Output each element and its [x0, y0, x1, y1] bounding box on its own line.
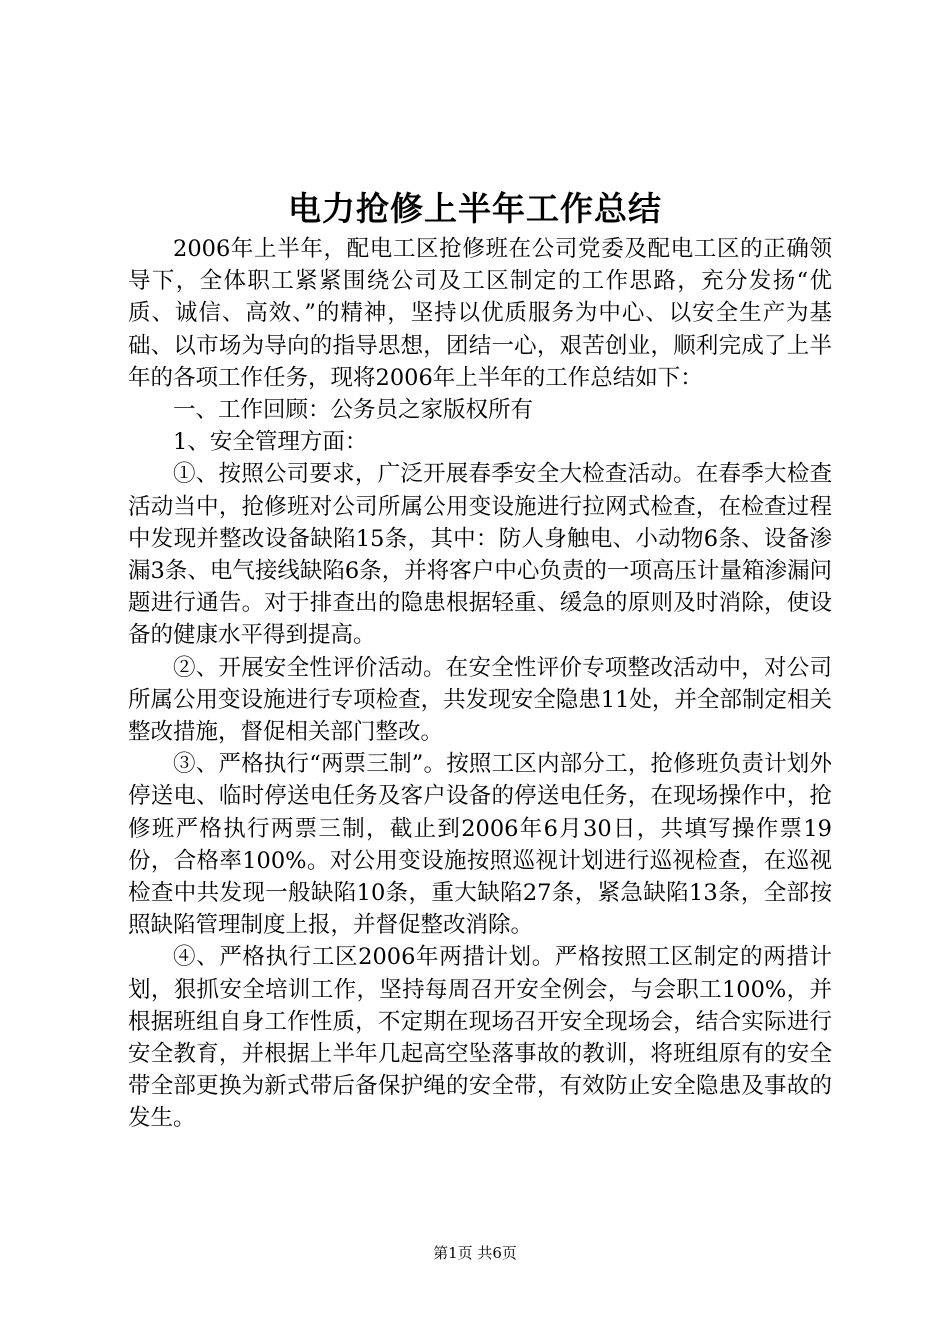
paragraph-intro: 2006年上半年，配电工区抢修班在公司党委及配电工区的正确领导下，全体职工紧紧围绕公司及工区制定的工作思路，充分发扬“优质、诚信、高效、”的精神，坚持以优质服务为中心、以安全生产为基础、以市场为导向的指导思想，团结一心，艰苦创业，顺利完成了上半年的各项工作任务，现将2006年上半年的工作总结如下：: [128, 236, 832, 391]
paragraph-item-1: ①、按照公司要求，广泛开展春季安全大检查活动。在春季大检查活动当中，抢修班对公司所属公用变设施进行拉网式检查，在检查过程中发现并整改设备缺陷15条，其中：防人身触电、小动物6条、设备渗漏3条、电气接线缺陷6条，并将客户中心负责的一项高压计量箱渗漏问题进行通告。对于排查出的隐患根据轻重、缓急的原则及时消除，使设备的健康水平得到提高。: [128, 461, 832, 649]
document-body: [128, 233, 832, 1135]
paragraph-subsection-heading: 1、安全管理方面：: [173, 429, 368, 456]
document-title: 电力抢修上半年工作总结: [288, 189, 662, 228]
paragraph-item-3: ③、严格执行“两票三制”。按照工区内部分工，抢修班负责计划外停送电、临时停送电任务及客户设备的停送电任务，在现场操作中，抢修班严格执行两票三制，截止到2006年6月30日，共填写操作票19份，合格率100%。对公用变设施按照巡视计划进行巡视检查，在巡视检查中共发现一般缺陷10条，重大缺陷27条，紧急缺陷13条，全部按照缺陷管理制度上报，并督促整改消除。: [128, 751, 832, 939]
paragraph-item-4: ④、严格执行工区2006年两措计划。严格按照工区制定的两措计划，狠抓安全培训工作，坚持每周召开安全例会，与会职工100%，并根据班组自身工作性质，不定期在现场召开安全现场会，结合实际进行安全教育，并根据上半年几起高空坠落事故的教训，将班组原有的安全带全部更换为新式带后备保护绳的安全带，有效防止安全隐患及事故的发生。: [128, 944, 832, 1132]
page-number-footer: 第1页 共6页: [433, 1244, 517, 1262]
paragraph-item-2: ②、开展安全性评价活动。在安全性评价专项整改活动中，对公司所属公用变设施进行专项检查，共发现安全隐患11处，并全部制定相关整改措施，督促相关部门整改。: [128, 654, 832, 746]
paragraph-section-heading: 一、工作回顾：公务员之家版权所有: [173, 397, 534, 424]
